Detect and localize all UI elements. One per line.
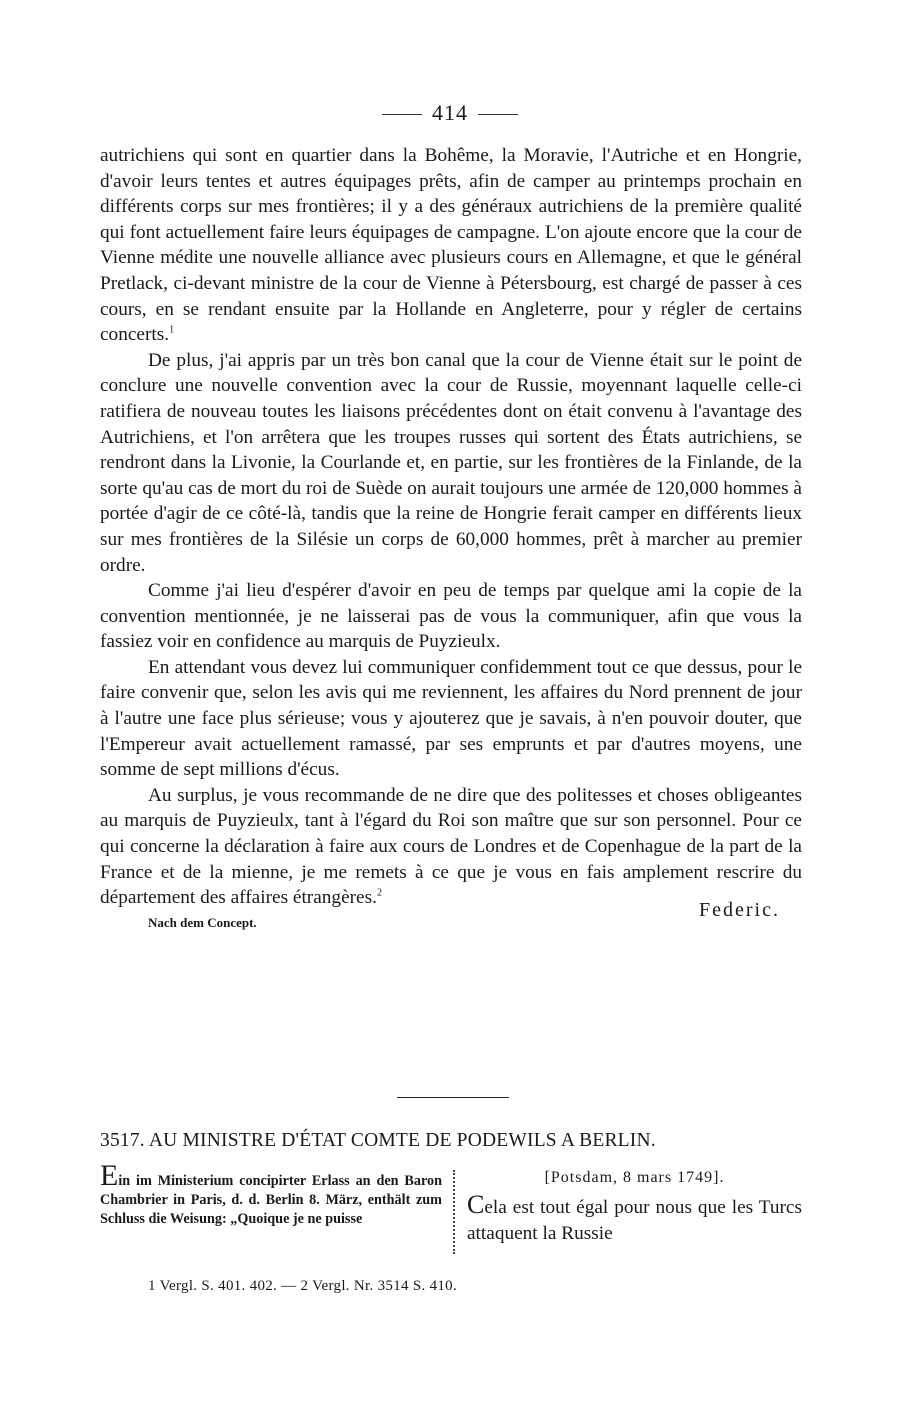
footnote-mark-2: 2 [376,887,382,899]
letter-start-text: ela est tout égal pour nous que les Turcs attaquent la Russie [467,1197,802,1244]
right-dropcap: C [467,1190,485,1219]
paragraph-5-text: Au surplus, je vous recommande de ne dire que des politesses et choses obligeantes au marquis de Puyzieulx, tant à l'égard du Roi son maître que sur son personnel. Pour ce qui concerne la déclaration à faire aux cours de Londres et de Copenhague de la part de la France et de la mienne, je me remets à ce que je vous en fais amplement rescrire du département des affaires étrangères. [100,784,802,909]
editorial-note [100,1159,442,1230]
document-heading: 3517. AU MINISTRE D'ÉTAT COMTE DE PODEWILS A BERLIN. [100,1130,656,1151]
paragraph-3: Comme j'ai lieu d'espérer d'avoir en peu de temps par quelque ami la copie de la convention mentionnée, je ne laisserai pas de vous la communiquer, afin que vous la fassiez voir en confidence au marquis de Puyzieulx. [100,580,802,653]
paragraph-4: En attendant vous devez lui communiquer confidemment tout ce que dessus, pour le faire convenir que, selon les avis qui me reviennent, les affaires du Nord prennent de jour à l'autre une face plus sérieuse; vous y ajouterez que je savais, à n'en pouvoir douter, que l'Empereur avait actuellement ramassé, par ses emprunts et par d'autres moyens, une somme de sept millions d'écus. [100,656,802,781]
footnote-mark-1: 1 [169,324,175,336]
paragraph-1 [100,143,802,348]
date-line: [Potsdam, 8 mars 1749]. [544,1169,725,1186]
section-rule [397,1097,509,1098]
letter-start [467,1166,802,1246]
page-number: 414 [432,100,468,125]
two-column-section [100,1159,802,1266]
paragraph-2: De plus, j'ai appris par un très bon canal que la cour de Vienne était sur le point de conclure une nouvelle convention avec la cour de Russie, moyennant laquelle celle-ci ratifiera de nouveau toutes les liaisons précédentes dont on était convenu à l'avantage des Autrichiens, et l'on arrêtera que les troupes russes qui sortent des États autrichiens, se rendront dans la Livonie, la Courlande et, en partie, sur les frontières de la Finlande, de la sorte qu'au cas de mort du roi de Suède on aurait toujours une armée de 120,000 hommes à portée d'agir de ce côté-là, tandis que la reine de Hongrie ferait camper en différents lieux sur mes frontières de la Silésie un corps de 60,000 hommes, prêt à marcher au premier ordre. [100,349,802,576]
source-note: Nach dem Concept. [148,914,257,930]
paragraph-1-text: autrichiens qui sont en quartier dans la Bohême, la Moravie, l'Autriche et en Hongrie, d'avoir leurs tentes et autres équipages prêts, afin de camper au printemps prochain en différents corps sur mes frontières; il y a des généraux autrichiens de la première qualité qui font actuellement faire leurs équipages de campagne. L'on ajoute encore que la cour de Vienne médite une nouvelle alliance avec plusieurs cours en Allemagne, et que le général Pretlack, ci-devant ministre de la cour de Vienne à Pétersbourg, est chargé de passer à ces cours, en se rendant ensuite par la Hollande en Angleterre, pour y régler de certains concerts. [100,145,802,346]
page-header [0,100,900,126]
header-dash-right [478,114,518,115]
footnotes: 1 Vergl. S. 401. 402. — 2 Vergl. Nr. 3514 S. 410. [148,1278,458,1294]
editorial-note-text: in im Ministerium concipirter Erlass an den Baron Chambrier in Paris, d. d. Berlin 8. März, enthält zum Schluss die Weisung: „Quoique je ne puisse [100,1173,442,1228]
left-dropcap: E [100,1159,119,1192]
header-dash-left [382,114,422,115]
closing [100,898,802,939]
column-divider [453,1170,455,1254]
letter-start-text-block [467,1192,802,1246]
signature: Federic. [699,898,780,921]
letter-body [100,143,802,939]
paragraph-5 [100,783,802,911]
